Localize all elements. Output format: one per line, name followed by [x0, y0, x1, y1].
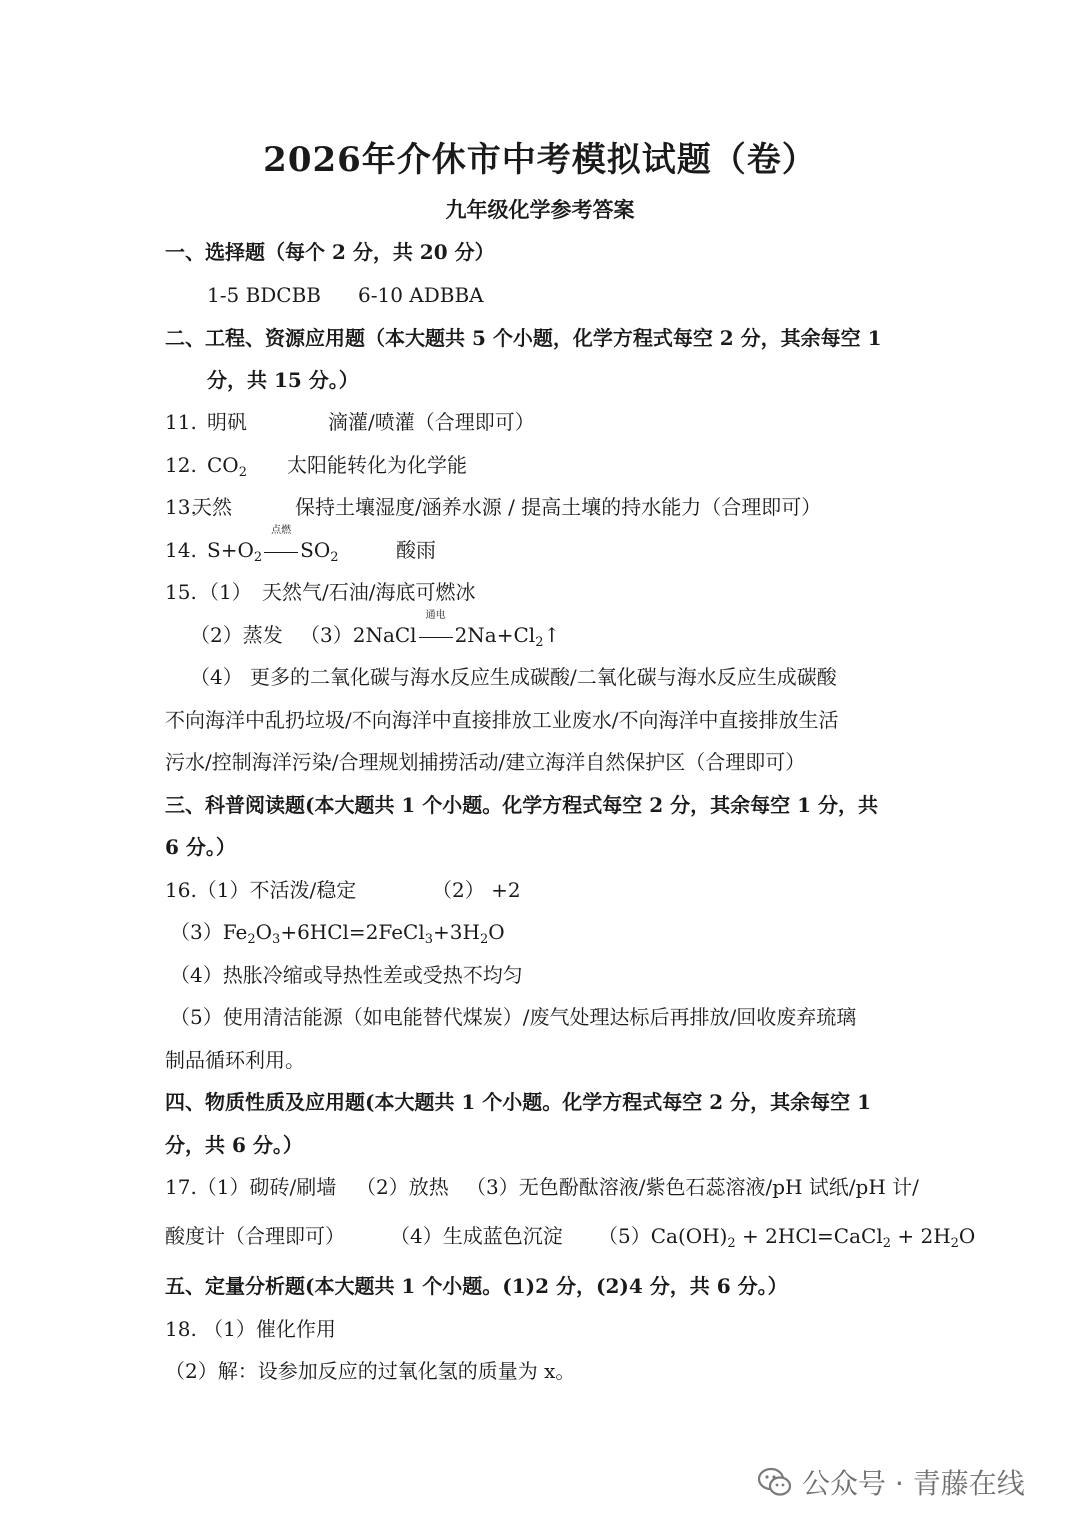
q15-part2: （2）蒸发: [190, 623, 283, 647]
wechat-watermark: [758, 1462, 1025, 1502]
q13-answer-a: 天然: [192, 495, 232, 519]
section-1-heading: 一、选择题（每个 2 分，共 20 分）: [165, 240, 495, 264]
q14-answer-b: 酸雨: [396, 538, 436, 562]
q17-part5-equation: $(5)Ca(OH)_2$ + 2HCl=CaCl$_2$ + $2H_2O$: [598, 1224, 976, 1251]
q17-part3: （3）无色酚酞溶液/紫色石蕊溶液/pH 试纸/pH 计/: [466, 1175, 919, 1199]
q17-part1: 17.（1）砌砖/刷墙: [165, 1175, 337, 1199]
q16-part2: （2） +2: [432, 878, 521, 902]
q15-part1-answer: 天然气/石油/海底可燃冰: [262, 580, 476, 604]
q16-part5-line1: （5）使用清洁能源（如电能替代煤炭）/废气处理达标后再排放/回收废弃琉璃: [170, 1005, 857, 1029]
q11-number: 11.: [165, 410, 197, 434]
reaction-condition: 点燃: [271, 525, 292, 536]
page-subtitle: 九年级化学参考答案: [445, 197, 635, 222]
q16-part4: （4）热胀冷缩或导热性差或受热不均匀: [170, 963, 523, 987]
q15-part3-equation: （3）2NaCl 通电 $2Na+Cl_2↑$: [300, 610, 561, 650]
section-3-heading: 三、科普阅读题(本大题共 1 个小题。化学方程式每空 2 分，其余每空 1 分，共: [165, 793, 878, 817]
q17-part3-cont: 酸度计（合理即可）: [165, 1224, 345, 1248]
q16-part3-equation: $(3)Fe_2O_3+6HCl=2FeCl_3+3H_2O$: [170, 920, 505, 947]
q13-answer-b: 保持土壤湿度/涵养水源 / 提高土壤的持水能力（合理即可）: [295, 495, 822, 519]
q18-part1: 18. （1）催化作用: [165, 1317, 336, 1341]
section-2-heading-cont: 分，共 15 分。）: [207, 368, 359, 392]
q14-equation: $S+O_2$ 点燃 $SO_2$: [207, 525, 339, 565]
reaction-condition: 通电: [425, 610, 446, 621]
page-title: 2026年介休市中考模拟试题（卷）: [263, 140, 817, 180]
q17-part4: （4）生成蓝色沉淀: [390, 1224, 563, 1248]
q15-part4-line3: 污水/控制海洋污染/合理规划捕捞活动/建立海洋自然保护区（合理即可）: [165, 750, 806, 774]
q15-part4-label: （4）: [190, 665, 243, 689]
q12-answer-b: 太阳能转化为化学能: [287, 453, 467, 477]
answer-1-5: 1-5 BDCBB: [207, 283, 321, 307]
q12-number: 12.: [165, 453, 197, 477]
q16-part5-line2: 制品循环利用。: [165, 1048, 305, 1072]
wechat-icon: [758, 1467, 792, 1497]
q14-number: 14.: [165, 538, 197, 562]
answer-6-10: 6-10 ADBBA: [358, 283, 484, 307]
q18-part2: （2）解：设参加反应的过氧化氢的质量为 x。: [165, 1359, 576, 1383]
watermark-text: 公众号 · 青藤在线: [802, 1467, 1025, 1500]
section-4-heading: 四、物质性质及应用题(本大题共 1 个小题。化学方程式每空 2 分，其余每空 1: [165, 1090, 872, 1114]
q13-number: 13.: [165, 495, 197, 519]
section-3-heading-cont: 6 分。）: [165, 835, 236, 859]
q12-answer-a: $CO_2$: [207, 453, 247, 480]
q15-part4-line2: 不向海洋中乱扔垃圾/不向海洋中直接排放工业废水/不向海洋中直接排放生活: [165, 708, 839, 732]
section-4-heading-cont: 分，共 6 分。）: [165, 1133, 303, 1157]
q15-part1-label: （1）: [199, 580, 252, 604]
q11-answer-a: 明矾: [207, 410, 247, 434]
q11-answer-b: 滴灌/喷灌（合理即可）: [328, 410, 535, 434]
q16-part1: 16.（1）不活泼/稳定: [165, 878, 357, 902]
q15-number: 15.: [165, 580, 197, 604]
q15-part4-line1: 更多的二氧化碳与海水反应生成碳酸/二氧化碳与海水反应生成碳酸: [250, 665, 837, 689]
q17-part2: （2）放热: [356, 1175, 449, 1199]
section-2-heading: 二、工程、资源应用题（本大题共 5 个小题，化学方程式每空 2 分，其余每空 1: [165, 326, 882, 350]
section-5-heading: 五、定量分析题(本大题共 1 个小题。(1)2 分，(2)4 分，共 6 分。）: [165, 1274, 788, 1298]
